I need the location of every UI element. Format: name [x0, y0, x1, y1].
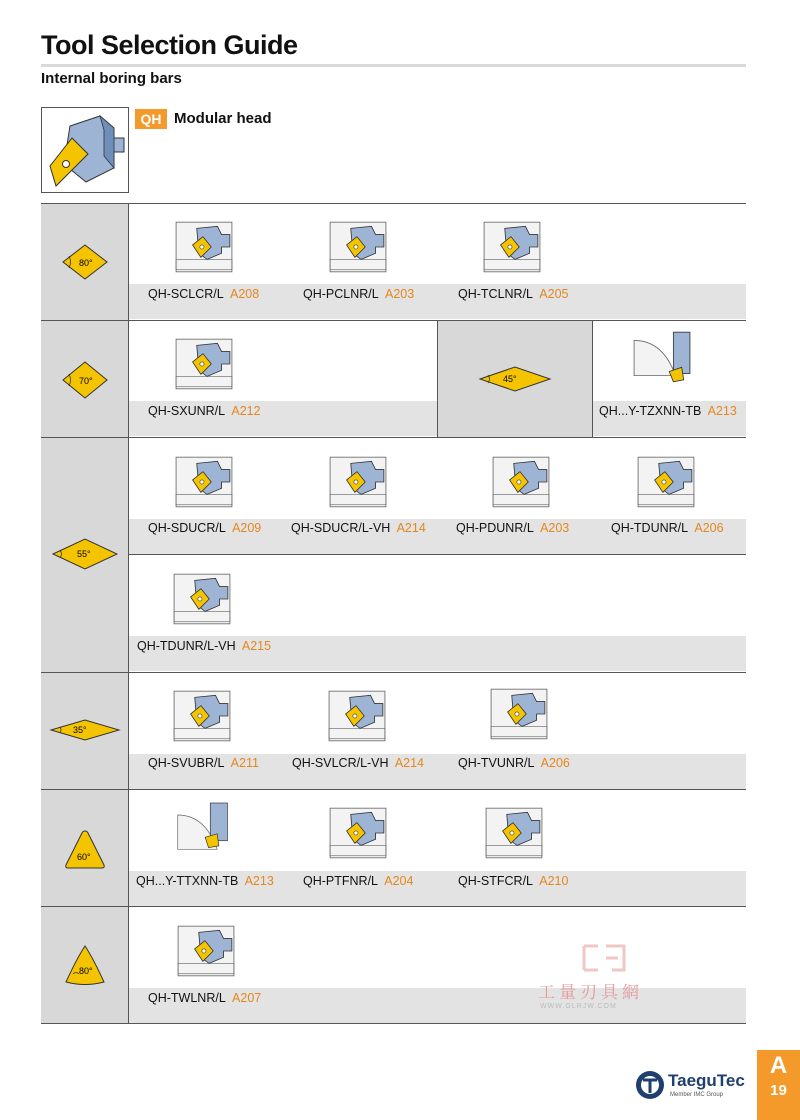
tool-label-twlnr[interactable]: QH-TWLNR/L A207	[148, 991, 262, 1005]
svg-text:80°: 80°	[79, 966, 93, 976]
brand-subtitle: Member IMC Group	[670, 1092, 724, 1098]
tool-label-ttxnn[interactable]: QH...Y-TTXNN-TB A213	[136, 874, 274, 888]
tool-image-twlnr	[176, 924, 236, 978]
tool-image-sducr-vh	[328, 455, 388, 509]
insert-80-rhombic-icon	[61, 243, 109, 281]
tool-image-svubr	[172, 689, 232, 743]
tool-image-pclnr	[328, 220, 388, 274]
tool-label-tclnr[interactable]: QH-TCLNR/L A205	[458, 287, 569, 301]
section-letter: A	[769, 1052, 788, 1079]
svg-text:70°: 70°	[79, 376, 93, 386]
svg-text:45°: 45°	[503, 374, 517, 384]
tool-label-tdunr-vh[interactable]: QH-TDUNR/L-VH A215	[137, 639, 272, 653]
tool-label-stfcr[interactable]: QH-STFCR/L A210	[458, 874, 569, 888]
title-rule	[41, 64, 746, 67]
tool-label-sducr[interactable]: QH-SDUCR/L A209	[148, 521, 262, 535]
section-name: Modular head	[174, 110, 272, 127]
modular-head-thumbnail	[41, 107, 129, 193]
tool-image-tdunr	[636, 455, 696, 509]
svg-text:80°: 80°	[79, 258, 93, 268]
svg-text:55°: 55°	[77, 549, 91, 559]
tool-label-tzxnn[interactable]: QH...Y-TZXNN-TB A213	[599, 404, 737, 418]
brand-name: TaeguTec	[668, 1071, 745, 1090]
tool-label-sclcr[interactable]: QH-SCLCR/L A208	[148, 287, 260, 301]
tool-label-ptfnr[interactable]: QH-PTFNR/L A204	[303, 874, 414, 888]
tool-image-tzxnn	[632, 330, 692, 384]
tool-label-pdunr[interactable]: QH-PDUNR/L A203	[456, 521, 570, 535]
tool-label-svlcr-vh[interactable]: QH-SVLCR/L-VH A214	[292, 756, 425, 770]
insert-45-rhombic-icon	[478, 366, 552, 392]
tool-image-pdunr	[491, 455, 551, 509]
tool-image-sclcr	[174, 220, 234, 274]
tool-image-tvunr	[489, 687, 549, 741]
page-title: Tool Selection Guide	[41, 30, 298, 60]
insert-60-triangle-icon	[63, 828, 107, 872]
tool-image-svlcr-vh	[327, 689, 387, 743]
tool-image-sducr	[174, 455, 234, 509]
tool-label-sxunr[interactable]: QH-SXUNR/L A212	[148, 404, 261, 418]
tool-image-tclnr	[482, 220, 542, 274]
svg-text:60°: 60°	[77, 852, 91, 862]
tool-label-pclnr[interactable]: QH-PCLNR/L A203	[303, 287, 415, 301]
tool-label-tdunr[interactable]: QH-TDUNR/L A206	[611, 521, 724, 535]
tool-label-svubr[interactable]: QH-SVUBR/L A211	[148, 756, 259, 770]
tool-image-ptfnr	[328, 806, 388, 860]
tool-image-sxunr	[174, 337, 234, 391]
section-tab	[757, 1050, 800, 1120]
tool-label-sducr-vh[interactable]: QH-SDUCR/L-VH A214	[291, 521, 426, 535]
insert-80-trigon-icon	[63, 944, 107, 988]
tool-image-tdunr-vh	[172, 572, 232, 626]
page-number: 19	[770, 1082, 787, 1099]
tool-image-stfcr	[484, 806, 544, 860]
watermark-text: 工量刃具網	[538, 983, 643, 1002]
insert-70-rhombic-icon	[61, 361, 109, 399]
insert-55-rhombic-icon	[51, 538, 119, 570]
insert-35-rhombic-icon	[49, 719, 121, 741]
watermark-url: WWW.GLRJW.COM	[540, 1003, 617, 1010]
qh-badge: QH	[135, 109, 167, 129]
tool-image-ttxnn	[176, 800, 236, 854]
tool-label-tvunr[interactable]: QH-TVUNR/L A206	[458, 756, 570, 770]
svg-text:35°: 35°	[73, 725, 87, 735]
page-subtitle: Internal boring bars	[41, 70, 182, 87]
